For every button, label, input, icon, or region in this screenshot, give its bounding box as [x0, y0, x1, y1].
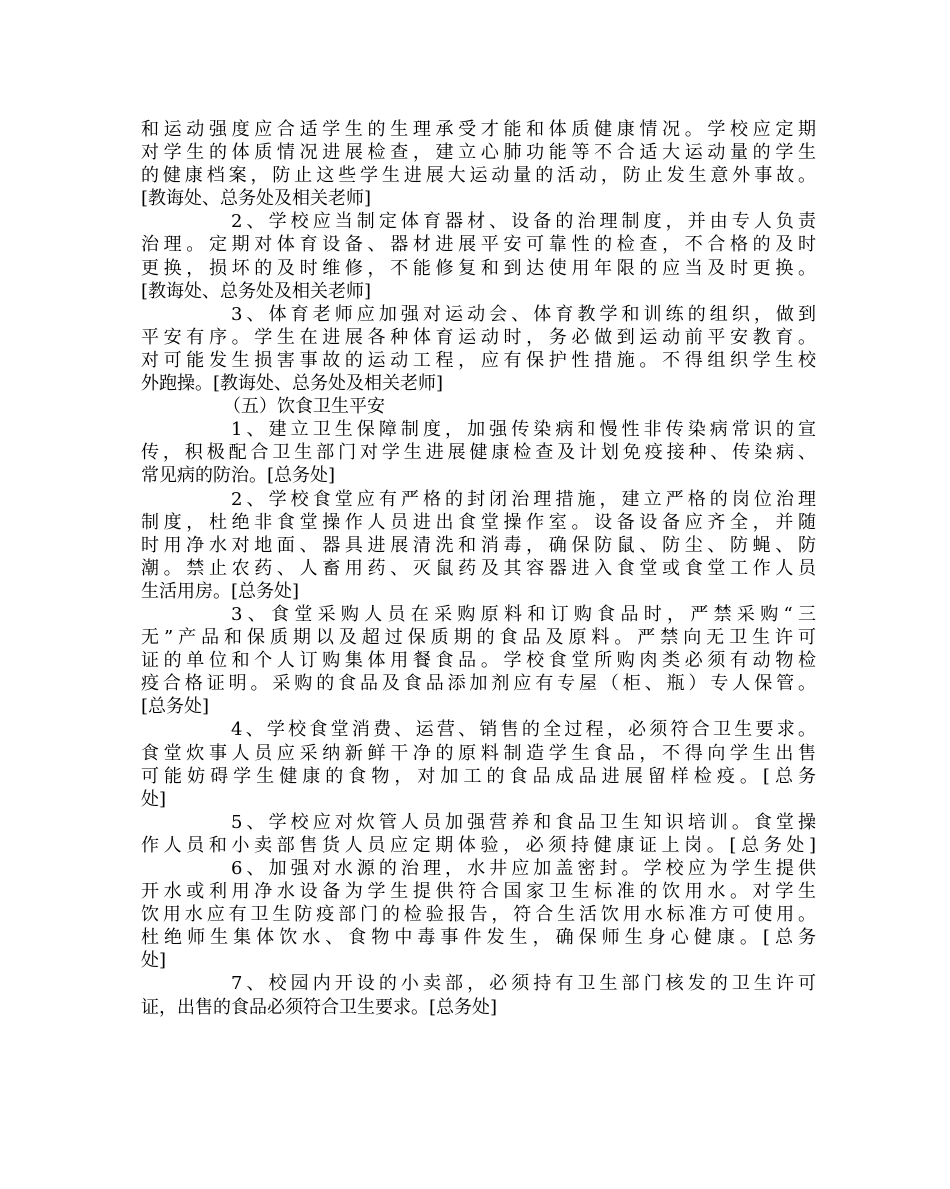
text-line: 治理。定期对体育设备、器材进展平安可靠性的检查，不合格的及时: [141, 234, 816, 256]
text-line: 对学生的体质情况进展检查，建立心肺功能等不合适大运动量的学生: [141, 142, 816, 164]
document-page: [141, 118, 816, 1019]
text-line: 开水或利用净水设备为学生提供符合国家卫生标准的饮用水。对学生: [141, 881, 816, 903]
text-line: 制度，杜绝非食堂操作人员进出食堂操作室。设备设备应齐全，并随: [141, 511, 816, 533]
text-line: 时用净水对地面、器具进展清洗和消毒，确保防鼠、防尘、防蝇、防: [141, 534, 816, 556]
text-line: 饮用水应有卫生防疫部门的检验报告，符合生活饮用水标准方可使用。: [141, 904, 816, 926]
text-line: 潮。禁止农药、人畜用药、灭鼠药及其容器进入食堂或食堂工作人员: [141, 557, 816, 579]
text-line: [教诲处、总务处及相关老师]: [141, 188, 372, 210]
text-line: 更换，损坏的及时维修，不能修复和到达使用年限的应当及时更换。: [141, 257, 816, 279]
text-line: 作人员和小卖部售货人员应定期体验，必须持健康证上岗。[总务处]: [141, 834, 816, 856]
text-line: 的健康档案，防止这些学生进展大运动量的活动，防止发生意外事故。: [141, 165, 816, 187]
text-line: 无”产品和保质期以及超过保质期的食品及原料。严禁向无卫生许可: [141, 627, 816, 649]
text-line: [总务处]: [141, 696, 210, 718]
text-line: 外跑操。[教诲处、总务处及相关老师]: [141, 373, 444, 395]
text-line: 3、食堂采购人员在采购原料和订购食品时，严禁采购“三: [231, 603, 816, 625]
text-line: 生活用房。[总务处]: [141, 580, 300, 602]
text-line: 3、体育老师应加强对运动会、体育教学和训练的组织，做到: [231, 303, 816, 325]
text-line: 5、学校应对炊管人员加强营养和食品卫生知识培训。食堂操: [231, 811, 816, 833]
text-line: 2、学校食堂应有严格的封闭治理措施，建立严格的岗位治理: [231, 488, 816, 510]
text-line: 可能妨碍学生健康的食物，对加工的食品成品进展留样检疫。[总务: [141, 765, 816, 787]
text-line: 证的单位和个人订购集体用餐食品。学校食堂所购肉类必须有动物检: [141, 650, 816, 672]
text-line: 传，积极配合卫生部门对学生进展健康检查及计划免疫接种、传染病、: [141, 442, 816, 464]
text-line: 平安有序。学生在进展各种体育运动时，务必做到运动前平安教育。: [141, 326, 816, 348]
text-line: 食堂炊事人员应采纳新鲜干净的原料制造学生食品，不得向学生出售: [141, 742, 816, 764]
text-line: 4、学校食堂消费、运营、销售的全过程，必须符合卫生要求。: [231, 719, 816, 741]
text-line: [教诲处、总务处及相关老师]: [141, 280, 372, 302]
text-line: 对可能发生损害事故的运动工程，应有保护性措施。不得组织学生校: [141, 349, 816, 371]
text-line: 7、校园内开设的小卖部，必须持有卫生部门核发的卫生许可: [231, 973, 816, 995]
text-line: 和运动强度应合适学生的生理承受才能和体质健康情况。学校应定期: [141, 119, 816, 140]
text-line: 6、加强对水源的治理，水井应加盖密封。学校应为学生提供: [231, 858, 816, 879]
section-heading: （五）饮食卫生平安: [223, 396, 385, 418]
text-line: 处]: [141, 788, 167, 810]
text-line: 1、建立卫生保障制度，加强传染病和慢性非传染病常识的宣: [231, 419, 816, 441]
text-line: 证，出售的食品必须符合卫生要求。[总务处]: [141, 996, 498, 1018]
text-line: 杜绝师生集体饮水、食物中毒事件发生，确保师生身心健康。[总务: [141, 927, 816, 949]
text-line: 2、学校应当制定体育器材、设备的治理制度，并由专人负责: [231, 211, 816, 233]
text-line: 常见病的防治。[总务处]: [141, 465, 336, 487]
text-line: 疫合格证明。采购的食品及食品添加剂应有专屋（柜、瓶）专人保管。: [141, 673, 816, 695]
text-line: 处]: [141, 950, 167, 972]
